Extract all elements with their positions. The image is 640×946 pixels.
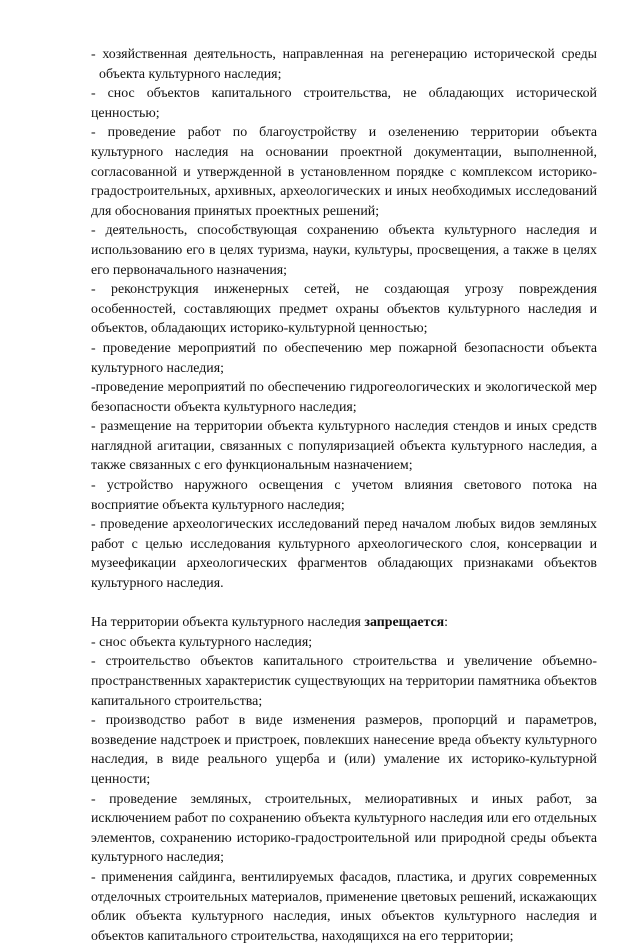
list-item: - снос объектов капитального строительства, не обладающих исторической ценностью; (91, 86, 597, 121)
list-item: - снос объекта культурного наследия; (91, 634, 313, 650)
paragraph-spacer (91, 594, 597, 614)
list-item: - строительство объектов капитального строительства и увеличение объемно-пространственных характеристик существующих на территории памятника объектов капитального строительства; (91, 654, 597, 709)
list-item: - проведение работ по благоустройству и озеленению территории объекта культурного наследия на основании проектной документации, выполненной, согласованной и утвержденной в установленном порядке с комплексом историко-градостроительных, архивных, археологических и иных необходимых исследований для обоснования принятых проектных решений; (91, 125, 597, 219)
list-item: - реконструкция инженерных сетей, не создающая угрозу повреждения особенностей, составляющих предмет охраны объектов культурного наследия и объектов, обладающих историко-культурной ценностью; (91, 282, 597, 337)
list-item: - проведение земляных, строительных, мелиоративных и иных работ, за исключением работ по сохранению объекта культурного наследия или его отдельных элементов, сохранению историко-градостроительной или природной среды объекта культурного наследия; (91, 791, 597, 866)
list-item: - размещение на территории объекта культурного наследия стендов и иных средств наглядной агитации, связанных с популяризацией объекта культурного наследия, а также связанных с его функциональным назначением; (91, 419, 597, 474)
permitted-activities-list (91, 45, 597, 594)
document-page (91, 45, 597, 946)
intro-prefix: На территории объекта культурного наследия (91, 615, 365, 631)
list-item: - хозяйственная деятельность, направленная на регенерацию исторической среды объекта культурного наследия; (91, 47, 597, 82)
list-item: - проведение мероприятий по обеспечению мер пожарной безопасности объекта культурного наследия; (91, 340, 597, 376)
intro-bold-word: запрещается (364, 615, 445, 631)
intro-suffix: : (444, 615, 449, 631)
list-item: - деятельность, способствующая сохранению объекта культурного наследия и использованию его в целях туризма, науки, культуры, просвещения, а также в целях его первоначального назначения; (91, 223, 597, 278)
list-item: - производство работ в виде изменения размеров, пропорций и параметров, возведение надстроек и пристроек, повлекших нанесение вреда объекту культурного наследия, в виде реального ущерба и (или) умаление их историко-культурной ценности; (91, 713, 597, 787)
list-item: -проведение мероприятий по обеспечению гидрогеологических и экологической мер безопасности объекта культурного наследия; (91, 380, 597, 415)
prohibited-activities-section (91, 613, 597, 946)
list-item: - применения сайдинга, вентилируемых фасадов, пластика, и других современных отделочных строительных материалов, применение цветовых решений, искажающих облик объекта культурного наследия, иных объектов культурного наследия и объектов капитального строительства, находящихся на его территории; (91, 869, 597, 944)
list-item: - проведение археологических исследований перед началом любых видов земляных работ с целью исследования культурного археологического слоя, консервации и музеефикации археологических фрагментов обладающих признаками объектов культурного наследия. (91, 517, 597, 592)
list-item: - устройство наружного освещения с учетом влияния светового потока на восприятие объекта культурного наследия; (91, 478, 597, 513)
prohibition-intro (91, 613, 597, 633)
